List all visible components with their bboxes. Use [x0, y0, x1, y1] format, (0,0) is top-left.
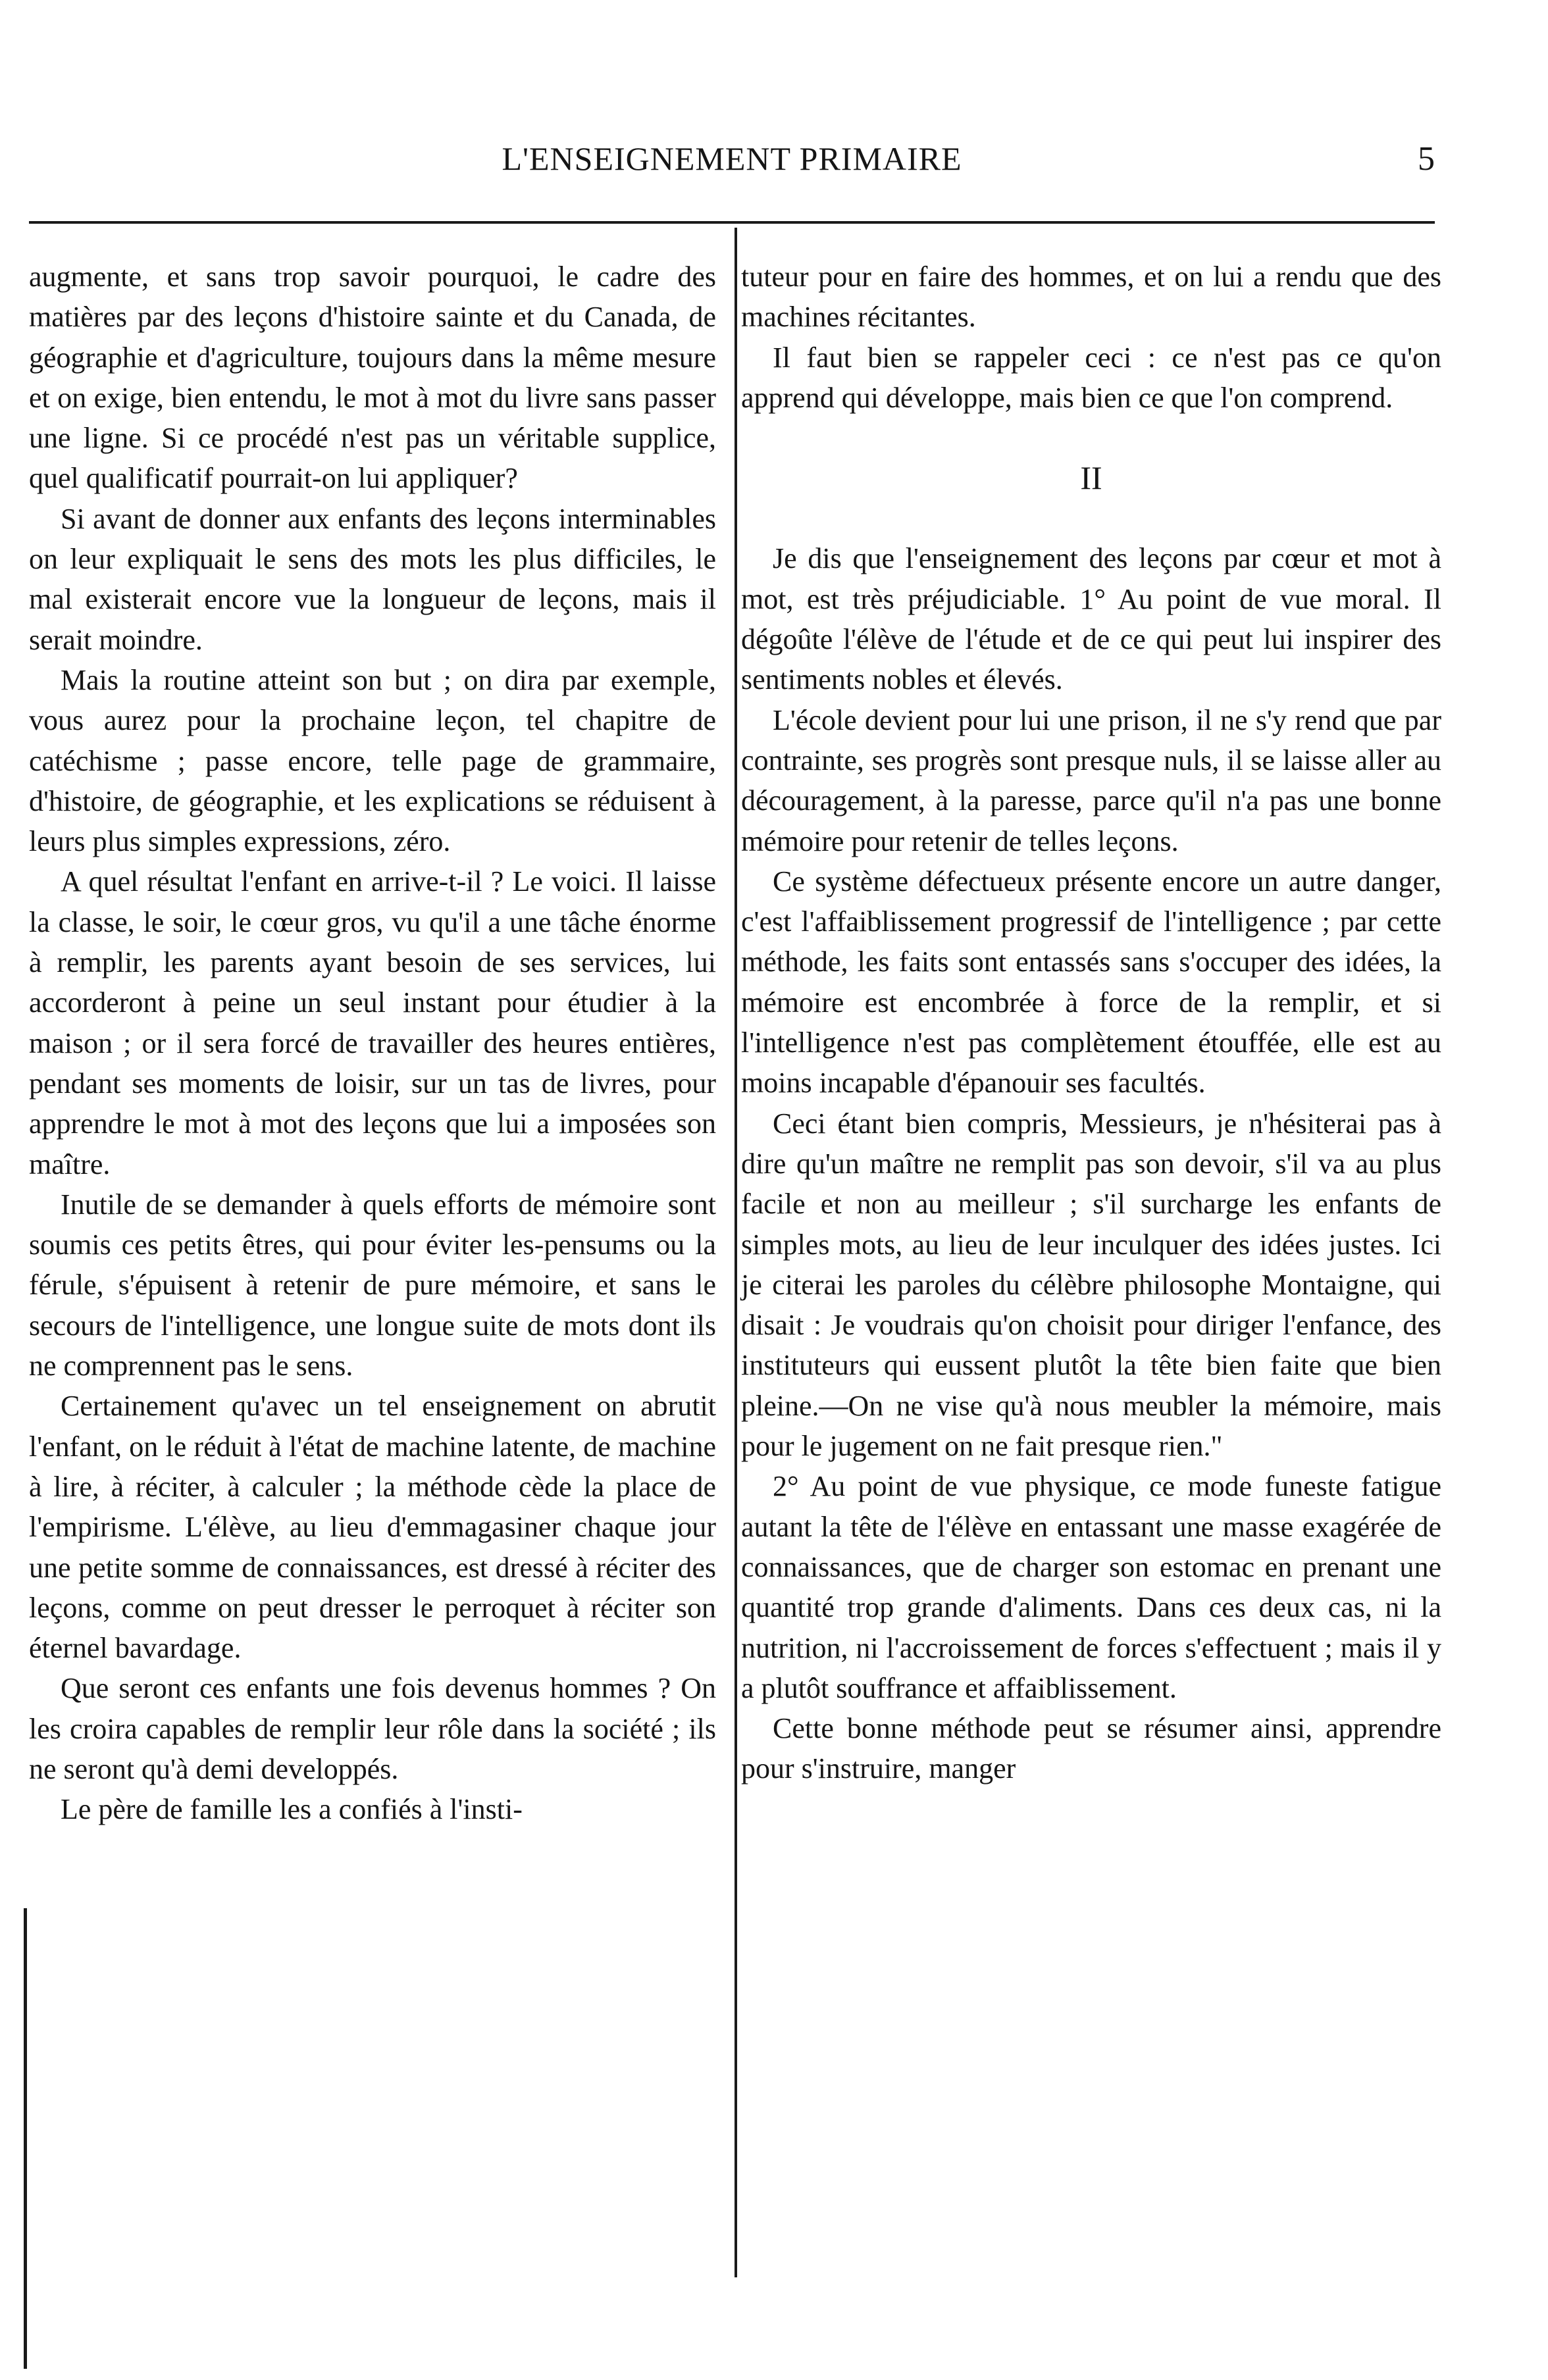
column-divider	[735, 228, 737, 2277]
paragraph: Ceci étant bien compris, Messieurs, je n'hésiterai pas à dire qu'un maître ne remplit pas son devoir, s'il va au plus facile et non au meilleur ; s'il surcharge les enfants de simples mots, au lieu de leur inculquer des idées justes. Ici je citerai les paroles du célèbre philosophe Montaigne, qui disait : Je voudrais qu'on choisit pour diriger l'enfance, des instituteurs qui eussent plutôt la tête bien faite que bien pleine.—On ne vise qu'à nous meubler la mémoire, mais pour le jugement on ne fait presque rien."	[741, 1107, 1441, 1463]
paragraph: tuteur pour en faire des hommes, et on lui a rendu que des machines récitantes.	[741, 261, 1441, 334]
paragraph: augmente, et sans trop savoir pourquoi, le cadre des matières par des leçons d'histoire sainte et du Canada, de géographie et d'agriculture, toujours dans la même mesure et on exige, bien entendu, le mot à mot du livre sans passer une ligne. Si ce procédé n'est pas un véritable supplice, quel qualificatif pourrait-on lui appliquer?	[29, 261, 716, 495]
page-header	[29, 139, 1435, 186]
running-title: L'ENSEIGNEMENT PRIMAIRE	[502, 140, 962, 177]
left-column	[29, 257, 716, 1830]
paragraph: 2° Au point de vue physique, ce mode funeste fatigue autant la tête de l'élève en entassant une masse exagérée de connaissances, que de charger son estomac en prenant une quantité trop grande d'aliments. Dans ces deux cas, ni la nutrition, ni l'accroissement de forces s'effectuent ; mais il y a plutôt souffrance et affaiblissement.	[741, 1470, 1441, 1704]
page-number: 5	[1418, 140, 1435, 178]
margin-binding-mark	[24, 1908, 27, 2369]
paragraph: A quel résultat l'enfant en arrive-t-il ? Le voici. Il laisse la classe, le soir, le cœur gros, vu qu'il a une tâche énorme à remplir, les parents ayant besoin de ses services, lui accorderont à peine un seul instant pour étudier à la maison ; or il sera forcé de travailler des heures entières, pendant ses moments de loisir, sur un tas de livres, pour apprendre le mot à mot des leçons que lui a imposées son maître.	[29, 865, 716, 1180]
paragraph: Mais la routine atteint son but ; on dira par exemple, vous aurez pour la prochaine leçon, tel chapitre de catéchisme ; passe encore, telle page de grammaire, d'histoire, de géographie, et les explications se réduisent à leurs plus simples expressions, zéro.	[29, 663, 716, 858]
paragraph: Certainement qu'avec un tel enseignement on abrutit l'enfant, on le réduit à l'état de machine latente, de machine à lire, à réciter, à calculer ; la méthode cède la place de l'empirisme. L'élève, au lieu d'emmagasiner chaque jour une petite somme de connaissances, est dressé à réciter des leçons, comme on peut dresser le perroquet à réciter son éternel bavardage.	[29, 1390, 716, 1665]
paragraph: L'école devient pour lui une prison, il ne s'y rend que par contrainte, ses progrès sont presque nuls, il se laisse aller au découragement, à la paresse, parce qu'il n'a pas une bonne mémoire pour retenir de telles leçons.	[741, 703, 1441, 857]
paragraph: Inutile de se demander à quels efforts de mémoire sont soumis ces petits êtres, qui pour éviter les-pensums ou la férule, s'épuisent à retenir de pure mémoire, et sans le secours de l'intelligence, une longue suite de mots dont ils ne comprennent pas le sens.	[29, 1188, 716, 1382]
paragraph: Cette bonne méthode peut se résumer ainsi, apprendre pour s'instruire, manger	[741, 1712, 1441, 1785]
header-rule	[29, 221, 1435, 224]
section-heading: II	[1080, 459, 1102, 497]
paragraph: Le père de famille les a confiés à l'insti-	[61, 1793, 523, 1826]
paragraph: Il faut bien se rappeler ceci : ce n'est pas ce qu'on apprend qui développe, mais bien ce que l'on comprend.	[741, 341, 1441, 414]
paragraph: Je dis que l'enseignement des leçons par cœur et mot à mot, est très préjudiciable. 1° Au point de vue moral. Il dégoûte l'élève de l'étude et de ce qui peut lui inspirer des sentiments nobles et élevés.	[741, 542, 1441, 696]
paragraph: Ce système défectueux présente encore un autre danger, c'est l'affaiblissement progressif de l'intelligence ; par cette méthode, les faits sont entassés sans s'occuper des idées, la mémoire est encombrée à force de la remplir, et si l'intelligence n'est pas complètement étouffée, elle est au moins incapable d'épanouir ses facultés.	[741, 865, 1441, 1100]
right-column	[741, 257, 1441, 1789]
paragraph: Que seront ces enfants une fois devenus hommes ? On les croira capables de remplir leur rôle dans la société ; ils ne seront qu'à demi developpés.	[29, 1672, 716, 1785]
paragraph: Si avant de donner aux enfants des leçons interminables on leur expliquait le sens des mots les plus difficiles, le mal existerait encore vue la longueur de leçons, mais il serait moindre.	[29, 502, 716, 656]
